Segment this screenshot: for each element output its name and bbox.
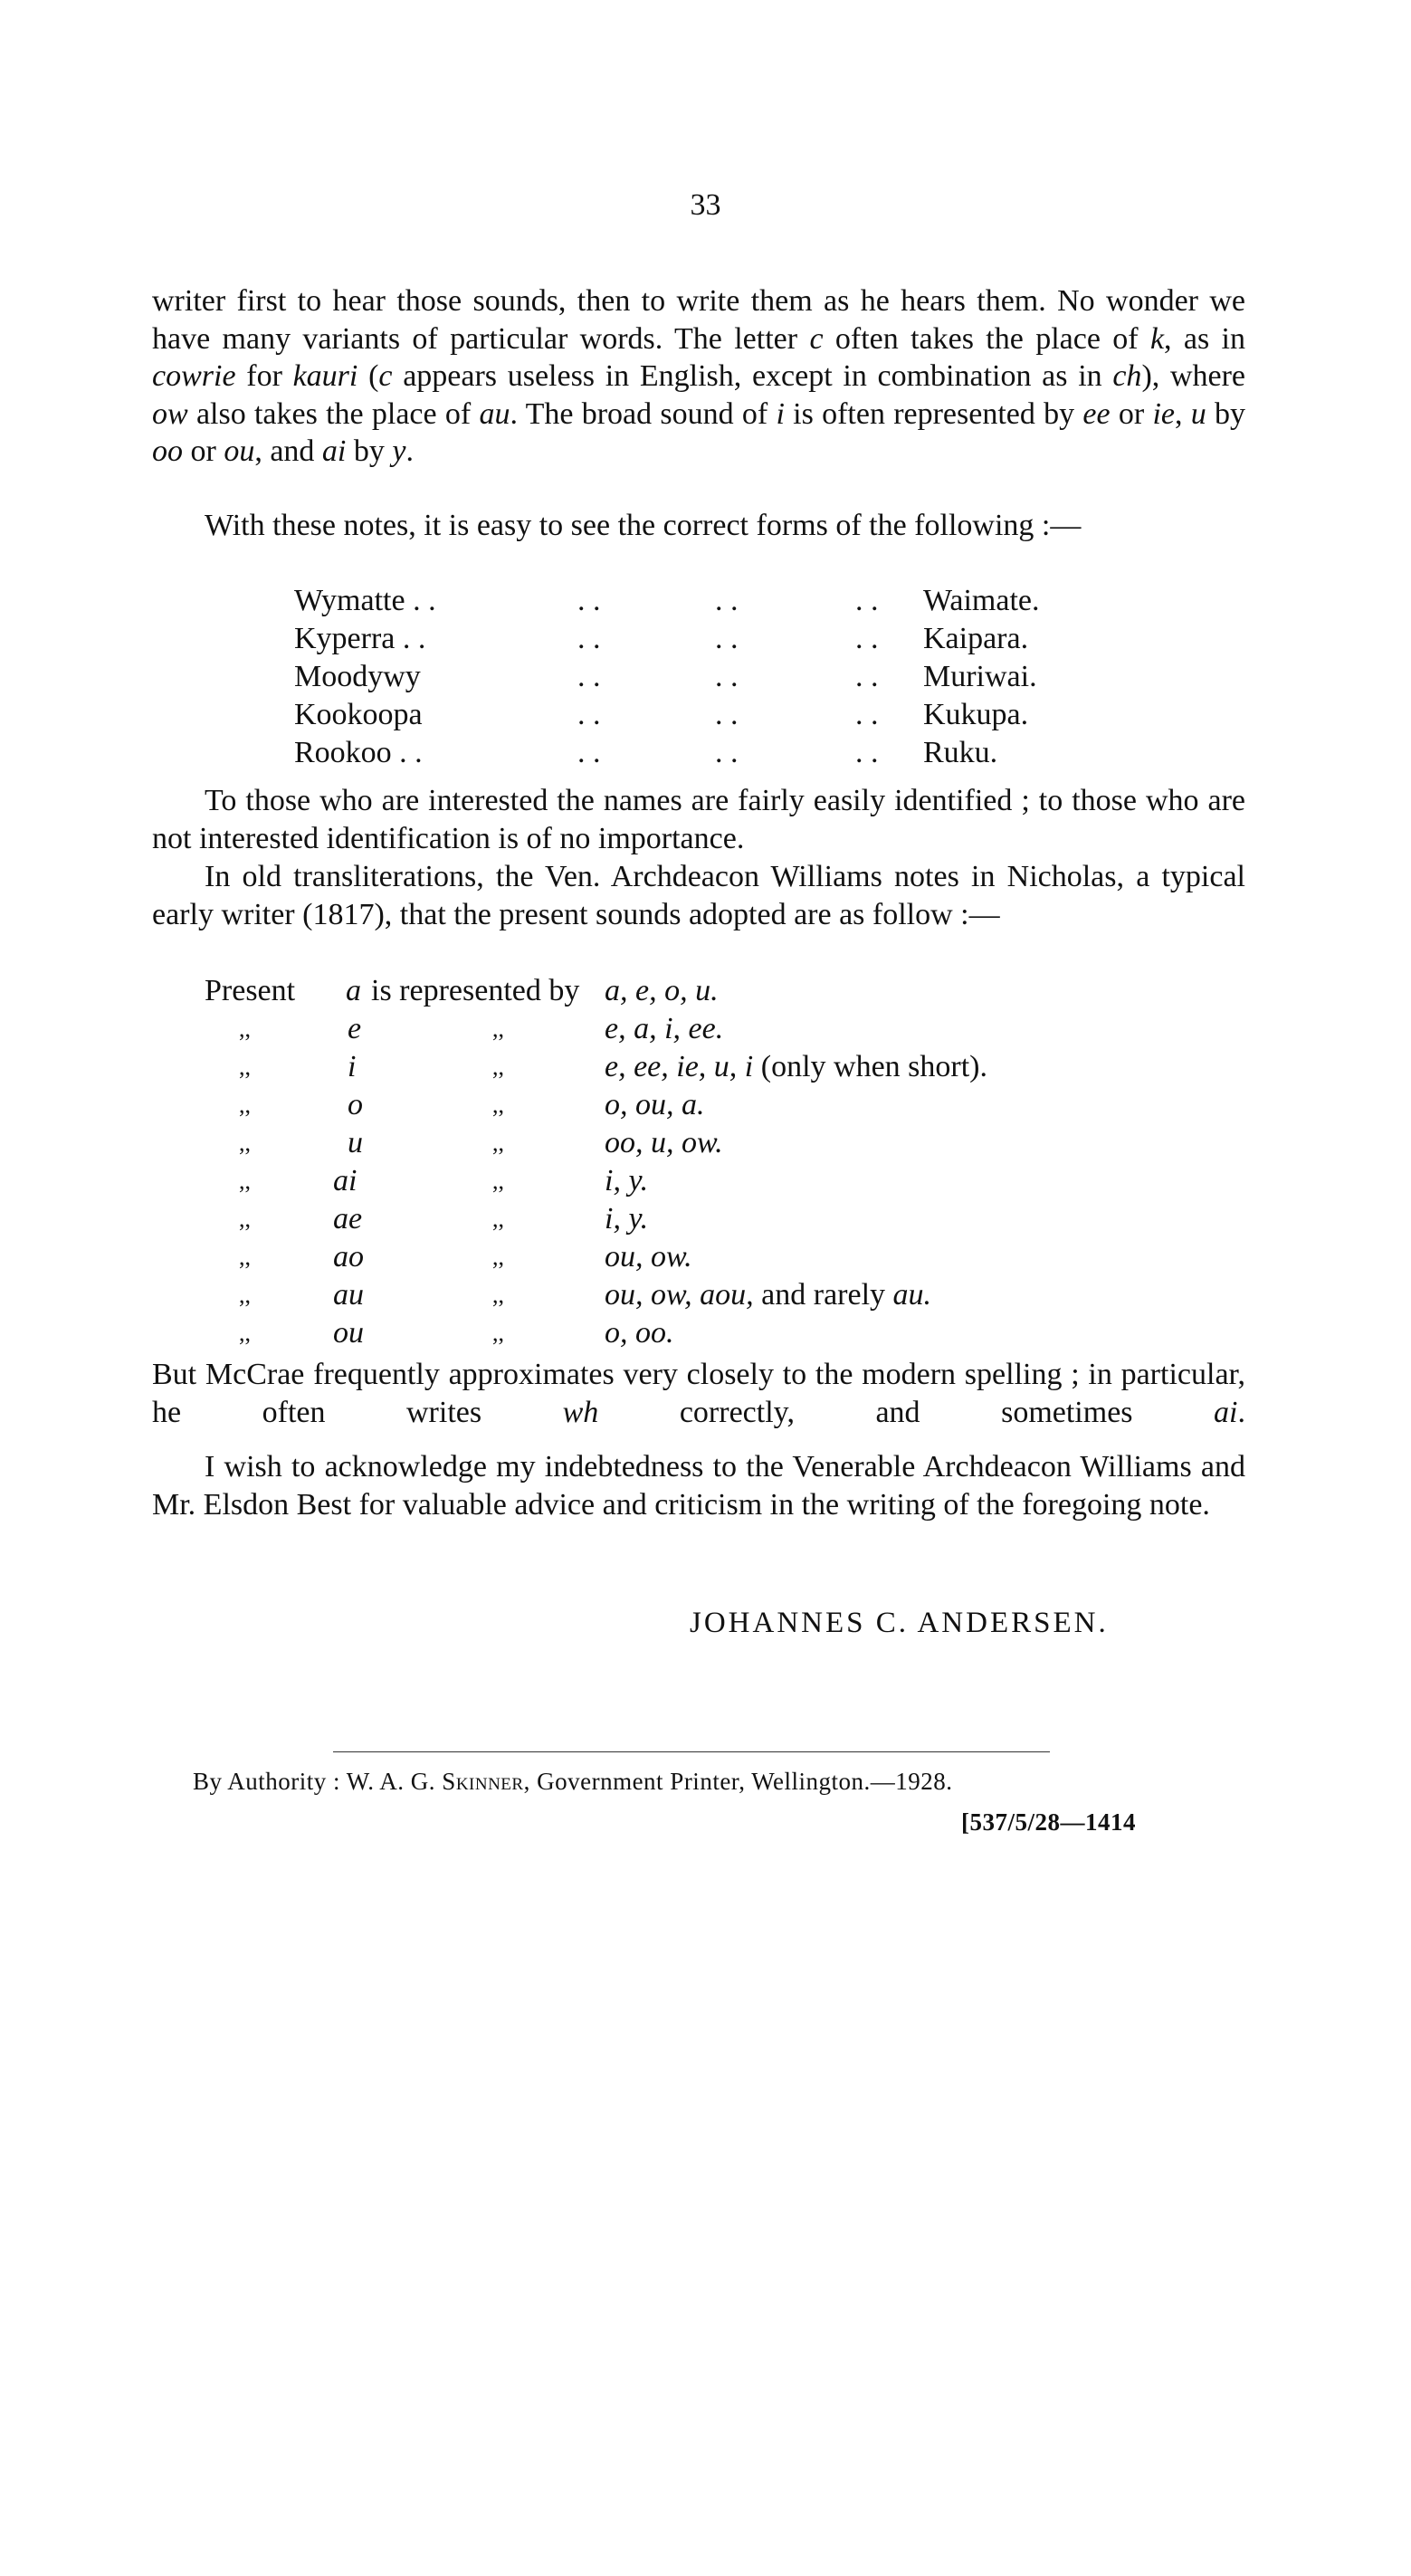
italic-term: oo: [152, 434, 183, 468]
represented-label: is represented by: [371, 974, 580, 1007]
list-item: [294, 658, 1109, 696]
text-run: by: [346, 434, 393, 468]
italic-term: u: [1190, 396, 1206, 431]
ditto-mark: ,,: [239, 1016, 251, 1042]
ditto-mark: ,,: [492, 1130, 504, 1156]
text-run: ), where: [1141, 359, 1246, 393]
leader-dots: . .: [855, 622, 879, 655]
italic-term: cowrie: [152, 359, 236, 393]
page-number: 33: [690, 188, 721, 222]
sound-cell: ai: [333, 1164, 358, 1197]
forms-cell: [605, 1086, 705, 1124]
sound-cell: ao: [333, 1240, 364, 1274]
correct-spelling: Waimate.: [923, 584, 1040, 617]
forms-cell: [605, 1010, 723, 1048]
sounds-row: [0, 1010, 1411, 1048]
ditto-mark: ,,: [492, 1206, 504, 1232]
ditto-mark: ,,: [492, 1092, 504, 1118]
leader-dots: . .: [855, 736, 879, 769]
correct-spelling: Ruku.: [923, 736, 998, 769]
forms-cell: [605, 1124, 723, 1162]
old-spelling: Wymatte . .: [294, 584, 436, 617]
sound-cell: u: [348, 1126, 363, 1159]
forms-cell: [605, 1048, 987, 1086]
paragraph-transliterations: In old transliterations, the Ven. Archdeacon Williams notes in Nicholas, a typical early writer (1817), that the present sounds adopted are as follow :—: [152, 860, 1245, 931]
paragraph-intro-list: With these notes, it is easy to see the correct forms of the following :—: [205, 509, 1082, 542]
printer-name: Skinner: [442, 1768, 524, 1795]
ditto-mark: ,,: [239, 1244, 251, 1270]
sound-cell: ae: [333, 1202, 363, 1236]
sound-cell: i: [348, 1050, 357, 1083]
text-run: No wonder we have many variants of particular words. The letter: [152, 284, 1245, 356]
leader-dots: . .: [855, 698, 879, 731]
text-run: .: [1237, 1395, 1245, 1429]
forms-italic: au.: [892, 1278, 932, 1312]
text-run: or: [1110, 396, 1153, 431]
text-run: often takes the place of: [823, 321, 1150, 356]
ditto-mark: ,,: [239, 1168, 251, 1194]
divider-rule: [333, 1751, 1050, 1752]
correct-spelling: Kukupa.: [923, 698, 1029, 731]
text-run: appears useless in English, except in combination as in: [392, 359, 1113, 393]
ditto-mark: ,,: [492, 1054, 504, 1080]
italic-term: ie: [1152, 396, 1175, 431]
list-item: [294, 620, 1109, 658]
correct-spelling: Kaipara.: [923, 622, 1029, 655]
leader-dots: . .: [715, 584, 739, 617]
forms-cell: [605, 1200, 648, 1238]
leader-dots: . .: [855, 660, 879, 693]
sounds-row: [0, 972, 1411, 1010]
text-run: . The broad sound of: [510, 396, 777, 431]
forms-italic: oo, u, ow.: [605, 1126, 723, 1159]
list-item: [294, 734, 1109, 772]
printer-imprint: [193, 1763, 953, 1801]
old-spelling: Moodywy: [294, 660, 421, 693]
sound-cell: au: [333, 1278, 364, 1312]
leader-dots: . .: [715, 622, 739, 655]
forms-cell: [605, 1162, 648, 1200]
ditto-mark: ,,: [492, 1016, 504, 1042]
ditto-mark: ,,: [239, 1054, 251, 1080]
text-run: ,: [1174, 396, 1191, 431]
sounds-row: [0, 1086, 1411, 1124]
italic-term: k: [1149, 321, 1165, 356]
italic-term: au: [479, 396, 510, 431]
sound-cell: ou: [333, 1316, 364, 1350]
ditto-mark: ,,: [239, 1092, 251, 1118]
leader-dots: . .: [577, 622, 601, 655]
leader-dots: . .: [577, 584, 601, 617]
ditto-mark: ,,: [239, 1206, 251, 1232]
paragraph-spelling-notes: [152, 282, 1245, 471]
sounds-row: [0, 1200, 1411, 1238]
forms-note: and rarely: [753, 1278, 893, 1312]
text-run: But McCrae frequently approximates very closely to the modern spelling ; in particular, he often writes: [152, 1358, 1245, 1429]
old-spelling: Rookoo . .: [294, 736, 423, 769]
italic-term: i: [776, 396, 785, 431]
forms-cell: [605, 1238, 692, 1276]
sounds-row: [0, 1048, 1411, 1086]
imprint-text: , Government Printer, Wellington.—1928.: [523, 1768, 953, 1795]
text-run: , and: [254, 434, 322, 468]
ditto-mark: ,,: [492, 1320, 504, 1346]
sound-cell: o: [348, 1088, 363, 1121]
italic-term: c: [378, 359, 393, 393]
old-spelling: Kookoopa: [294, 698, 423, 731]
forms-italic: ou, ow.: [605, 1240, 692, 1274]
forms-italic: i, y.: [605, 1202, 649, 1236]
sounds-row: [0, 1276, 1411, 1314]
forms-italic: o, oo.: [605, 1316, 674, 1350]
ditto-mark: ,,: [239, 1130, 251, 1156]
sounds-row: [0, 1314, 1411, 1352]
paragraph-acknowledgement: I wish to acknowledge my indebtedness to the Venerable Archdeacon Williams and Mr. Elsdon Best for valuable advice and criticism in the writing of the foregoing note.: [152, 1450, 1245, 1522]
sounds-row: [0, 1162, 1411, 1200]
ditto-mark: ,,: [239, 1282, 251, 1308]
italic-term: ch: [1112, 359, 1142, 393]
leader-dots: . .: [577, 736, 601, 769]
forms-cell: [605, 1314, 674, 1352]
ditto-mark: ,,: [492, 1282, 504, 1308]
text-run: writer first to hear those sounds, then to write them as he hears them.: [152, 284, 1046, 318]
forms-italic: o, ou, a.: [605, 1088, 705, 1121]
text-run: or: [183, 434, 224, 468]
forms-italic: i, y.: [605, 1164, 649, 1197]
leader-dots: . .: [715, 660, 739, 693]
leader-dots: . .: [855, 584, 879, 617]
leader-dots: . .: [577, 660, 601, 693]
ditto-mark: ,,: [492, 1244, 504, 1270]
text-run: for: [235, 359, 293, 393]
author-signature: JOHANNES C. ANDERSEN.: [690, 1607, 1109, 1639]
text-run: correctly, and sometimes: [598, 1395, 1215, 1429]
forms-cell: a, e, o, u.: [605, 974, 719, 1007]
text-run: also takes the place of: [187, 396, 480, 431]
leader-dots: . .: [715, 736, 739, 769]
forms-cell: [605, 1276, 931, 1314]
forms-italic: ou, ow, aou,: [605, 1278, 754, 1312]
present-label: Present: [205, 974, 296, 1007]
imprint-text: By Authority : W. A. G.: [193, 1768, 443, 1795]
italic-term: c: [809, 321, 824, 356]
italic-term: ai: [1214, 1395, 1238, 1429]
italic-term: wh: [562, 1395, 599, 1429]
italic-term: y: [392, 434, 406, 468]
forms-italic: e, a, i, ee.: [605, 1012, 724, 1045]
text-run: .: [405, 434, 414, 468]
ditto-mark: ,,: [239, 1320, 251, 1346]
leader-dots: . .: [715, 698, 739, 731]
list-item: [294, 696, 1109, 734]
forms-note: (only when short).: [753, 1050, 988, 1083]
italic-term: kauri: [292, 359, 358, 393]
leader-dots: . .: [577, 698, 601, 731]
italic-term: ou: [224, 434, 255, 468]
text-run: by: [1206, 396, 1246, 431]
sounds-row: [0, 1124, 1411, 1162]
text-run: , as in: [1164, 321, 1246, 356]
correct-spelling: Muriwai.: [923, 660, 1037, 693]
italic-term: ai: [321, 434, 347, 468]
paragraph-identification: To those who are interested the names are fairly easily identified ; to those who are not interested identification is of no importance.: [152, 784, 1245, 855]
sound-cell: a: [346, 974, 361, 1007]
text-run: (: [358, 359, 379, 393]
italic-term: ow: [152, 396, 188, 431]
italic-term: ee: [1082, 396, 1111, 431]
sounds-row: [0, 1238, 1411, 1276]
print-code: [537/5/28—1414: [961, 1808, 1136, 1836]
ditto-mark: ,,: [492, 1168, 504, 1194]
text-run: is often represented by: [784, 396, 1083, 431]
paragraph-mccrae: [152, 1356, 1245, 1431]
forms-italic: e, ee, ie, u, i: [605, 1050, 754, 1083]
list-item: [294, 582, 1109, 620]
sound-cell: e: [348, 1012, 362, 1045]
old-spelling: Kyperra . .: [294, 622, 426, 655]
